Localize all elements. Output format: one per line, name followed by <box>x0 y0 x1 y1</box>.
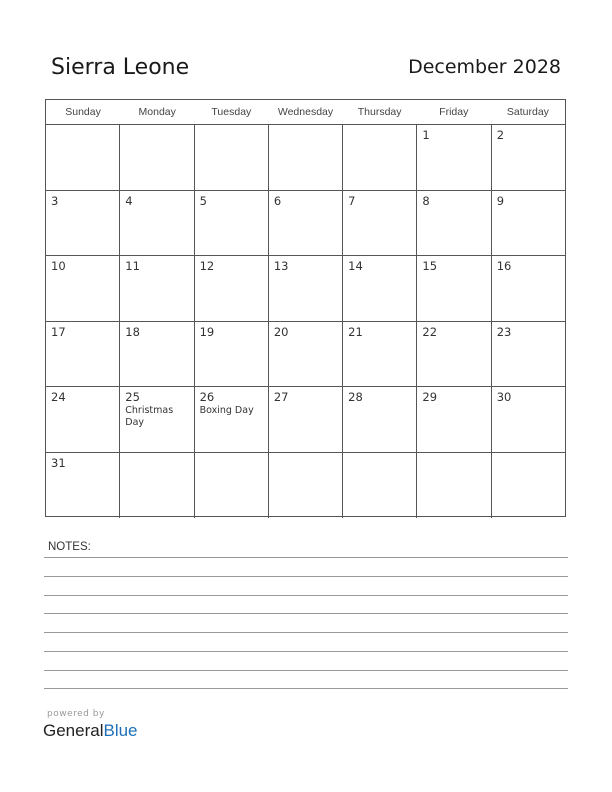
day-number: 22 <box>422 324 438 339</box>
day-number: 4 <box>125 193 133 208</box>
day-cell <box>492 125 565 190</box>
calendar-weeks <box>46 125 565 518</box>
day-number: 21 <box>348 324 363 339</box>
day-number: 9 <box>496 193 505 208</box>
day-cell <box>46 256 120 321</box>
weekday-header-sunday: Sunday <box>65 106 101 118</box>
weekday-header-thursday: Thursday <box>357 106 402 118</box>
day-number: 18 <box>125 324 140 339</box>
weekday-header-monday: Monday <box>138 106 176 118</box>
day-number: 30 <box>496 390 512 404</box>
day-number: 31 <box>51 455 66 470</box>
weekday-header-row <box>46 100 565 125</box>
day-cell <box>120 125 194 190</box>
day-cell <box>492 322 565 387</box>
holiday-label: Christmas Day <box>125 405 174 428</box>
day-cell <box>46 322 120 387</box>
day-number: 13 <box>273 259 289 273</box>
day-cell <box>46 191 120 256</box>
day-number: 15 <box>422 259 438 273</box>
day-number: 1 <box>422 128 430 142</box>
day-cell <box>492 453 565 519</box>
week-row <box>46 387 565 453</box>
note-line <box>44 557 568 558</box>
day-cell <box>343 322 417 387</box>
week-row <box>46 125 565 191</box>
weekday-header-wednesday: Wednesday <box>277 106 334 118</box>
note-line <box>44 595 568 596</box>
note-line <box>44 651 568 652</box>
day-number: 28 <box>348 390 363 404</box>
day-number: 19 <box>199 324 215 339</box>
day-cell <box>195 322 269 387</box>
week-row <box>46 256 565 322</box>
weekday-header-saturday: Saturday <box>506 106 549 118</box>
day-cell <box>343 191 417 256</box>
day-number: 20 <box>273 324 289 339</box>
day-cell <box>195 191 269 256</box>
day-cell <box>120 256 194 321</box>
day-cell <box>46 453 120 519</box>
day-number: 12 <box>199 259 215 273</box>
day-number: 16 <box>496 259 512 273</box>
day-cell <box>343 387 417 452</box>
day-cell <box>343 453 417 519</box>
day-number: 25 <box>125 390 140 404</box>
weekday-header-friday: Friday <box>439 106 469 118</box>
day-number: 3 <box>51 193 59 208</box>
day-number: 26 <box>199 390 215 404</box>
day-cell <box>195 453 269 519</box>
generalblue-logo <box>43 721 138 741</box>
note-line <box>44 670 568 671</box>
day-cell <box>195 387 269 452</box>
day-number: 8 <box>422 193 430 208</box>
day-cell <box>417 322 491 387</box>
powered-by-text: powered by <box>47 709 105 719</box>
day-cell <box>269 322 343 387</box>
day-cell <box>195 125 269 190</box>
notes-label: NOTES: <box>48 541 91 553</box>
day-cell <box>417 125 491 190</box>
day-cell <box>120 191 194 256</box>
weekday-header-tuesday: Tuesday <box>211 106 252 118</box>
day-number: 14 <box>348 259 363 273</box>
day-number: 10 <box>51 259 66 273</box>
day-number: 7 <box>348 193 356 208</box>
week-row <box>46 191 565 257</box>
week-row <box>46 322 565 388</box>
day-cell <box>269 191 343 256</box>
day-cell <box>269 125 343 190</box>
day-cell <box>492 256 565 321</box>
note-line <box>44 613 568 614</box>
day-number: 11 <box>125 259 140 273</box>
holiday-label: Boxing Day <box>199 405 254 416</box>
day-number: 29 <box>422 390 438 404</box>
day-cell <box>269 256 343 321</box>
day-number: 5 <box>199 193 207 208</box>
day-cell <box>343 125 417 190</box>
day-number: 23 <box>496 324 512 339</box>
day-number: 17 <box>51 324 66 339</box>
brand-blue: Blue <box>103 721 138 740</box>
note-line <box>44 576 568 577</box>
day-cell <box>120 453 194 519</box>
day-number: 6 <box>273 193 282 208</box>
day-number: 2 <box>496 128 505 142</box>
day-cell <box>417 256 491 321</box>
day-cell <box>269 387 343 452</box>
month-title: December 2028 <box>408 56 561 78</box>
day-cell <box>46 125 120 190</box>
day-cell <box>120 322 194 387</box>
country-title: Sierra Leone <box>51 55 190 80</box>
brand-general: General <box>43 721 104 740</box>
day-cell <box>269 453 343 519</box>
day-number: 27 <box>273 390 289 404</box>
day-cell <box>492 387 565 452</box>
note-line <box>44 632 568 633</box>
day-cell <box>46 387 120 452</box>
day-cell <box>417 453 491 519</box>
note-line <box>44 688 568 689</box>
day-cell <box>120 387 194 452</box>
day-cell <box>492 191 565 256</box>
day-cell <box>195 256 269 321</box>
day-number: 24 <box>51 390 66 404</box>
day-cell <box>417 387 491 452</box>
day-cell <box>343 256 417 321</box>
calendar-grid <box>45 99 566 517</box>
week-row <box>46 453 565 519</box>
day-cell <box>417 191 491 256</box>
